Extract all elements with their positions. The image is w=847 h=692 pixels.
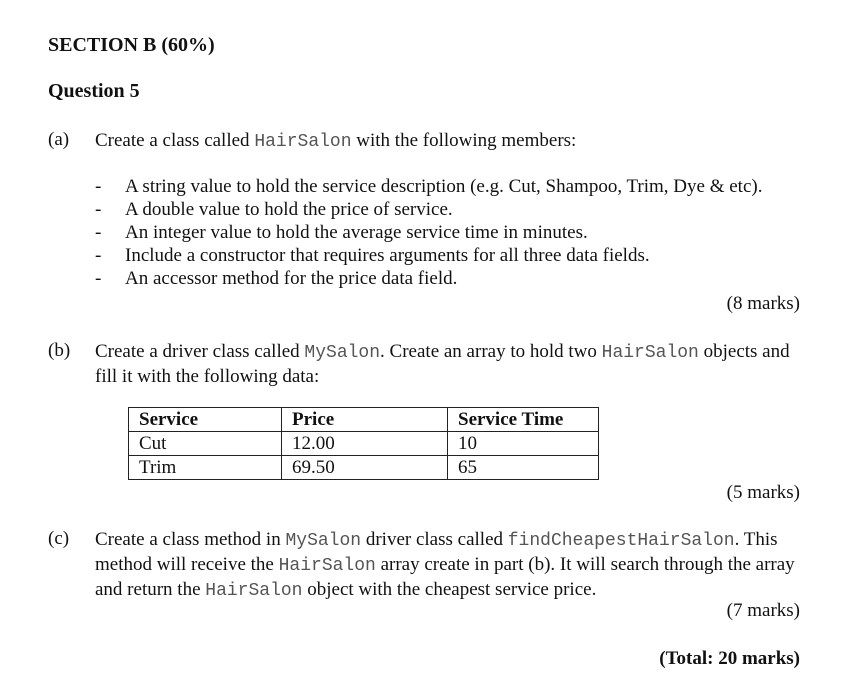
part-a-intro-after: with the following members: xyxy=(351,130,577,151)
list-item-text: An integer value to hold the average service time in minutes. xyxy=(125,222,588,243)
class-name-code: HairSalon xyxy=(278,556,376,576)
part-c-text-5: object with the cheapest service price. xyxy=(302,579,597,600)
part-a-intro xyxy=(95,129,800,154)
bullet-dash: - xyxy=(95,268,102,289)
method-name-code: findCheapestHairSalon xyxy=(507,531,735,551)
bullet-dash: - xyxy=(95,222,102,243)
total-marks: (Total: 20 marks) xyxy=(659,648,800,669)
list-item-text: A string value to hold the service description (e.g. Cut, Shampoo, Trim, Dye & etc). xyxy=(125,176,763,197)
list-item xyxy=(95,221,762,244)
table-cell: Cut xyxy=(129,432,282,456)
part-b-text xyxy=(95,340,800,389)
salon-data-table xyxy=(128,407,599,480)
part-a-letter: (a) xyxy=(48,129,70,150)
section-title: SECTION B (60%) xyxy=(48,34,215,56)
table-header-cell: Price xyxy=(282,408,448,432)
list-item xyxy=(95,175,762,198)
list-item-text: An accessor method for the price data field. xyxy=(125,268,458,289)
part-c-text-1: Create a class method in xyxy=(95,529,286,550)
part-a-marks: (8 marks) xyxy=(726,293,800,314)
driver-class-code: MySalon xyxy=(304,343,381,363)
table-cell: 12.00 xyxy=(282,432,448,456)
question-title: Question 5 xyxy=(48,80,140,102)
table-cell: 10 xyxy=(448,432,599,456)
part-b-text-3: objects and fill it with the following data: xyxy=(95,341,790,387)
list-item xyxy=(95,267,762,290)
driver-class-code: MySalon xyxy=(285,531,362,551)
table-header-cell: Service Time xyxy=(448,408,599,432)
list-item xyxy=(95,244,762,267)
part-b-text-2: . Create an array to hold two xyxy=(380,341,602,362)
part-c-letter: (c) xyxy=(48,528,70,549)
part-c-text-2: driver class called xyxy=(361,529,508,550)
table-row xyxy=(129,456,599,480)
part-c-text-4: array create in part (b). It will search through the array and return the xyxy=(95,554,795,600)
table-header-row xyxy=(129,408,599,432)
part-b-letter: (b) xyxy=(48,340,71,361)
part-b-text-1: Create a driver class called xyxy=(95,341,305,362)
part-a-intro-before: Create a class called xyxy=(95,130,255,151)
bullet-dash: - xyxy=(95,176,102,197)
class-name-code: HairSalon xyxy=(205,581,303,601)
table-row xyxy=(129,432,599,456)
table-cell: 65 xyxy=(448,456,599,480)
table-cell: 69.50 xyxy=(282,456,448,480)
bullet-dash: - xyxy=(95,199,102,220)
part-c-text-3: . This method will receive the xyxy=(95,529,778,575)
bullet-dash: - xyxy=(95,245,102,266)
class-name-code: HairSalon xyxy=(601,343,699,363)
requirements-list xyxy=(95,175,762,290)
list-item xyxy=(95,198,762,221)
list-item-text: Include a constructor that requires arguments for all three data fields. xyxy=(125,245,650,266)
table-cell: Trim xyxy=(129,456,282,480)
list-item-text: A double value to hold the price of service. xyxy=(125,199,453,220)
class-name-code: HairSalon xyxy=(254,132,352,152)
part-b-marks: (5 marks) xyxy=(726,482,800,503)
table-header-cell: Service xyxy=(129,408,282,432)
part-c-marks: (7 marks) xyxy=(726,600,800,621)
part-c-text xyxy=(95,528,800,603)
